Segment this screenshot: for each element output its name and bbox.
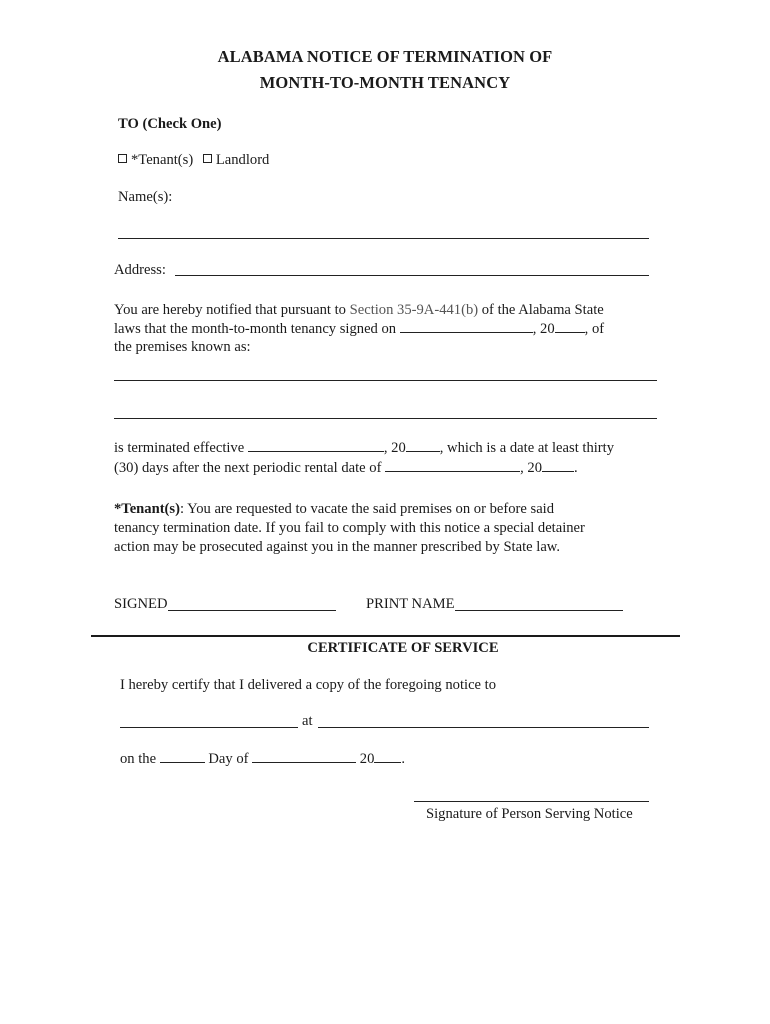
rental-year-field[interactable] [542,458,574,472]
premises-field-1[interactable] [114,380,657,381]
notice-text-end: of the Alabama State [478,302,604,318]
termination-year-prefix: , 20 [383,440,406,456]
rental-date-line [114,458,578,477]
print-name-field[interactable] [455,610,623,611]
title-line-1: ALABAMA NOTICE OF TERMINATION OF [217,47,553,66]
rental-date-label: (30) days after the next periodic rental date of [114,460,386,476]
title-line-2: MONTH-TO-MONTH TENANCY [259,73,511,92]
day-of-label: Day of [204,751,253,767]
tenant-notice-label: *Tenant(s) [114,501,180,517]
terminated-effective-label: is terminated effective [114,440,248,456]
tenancy-signed-label: laws that the month-to-month tenancy signed on [114,321,400,337]
notice-line-2 [114,319,604,338]
rental-year-prefix: , 20 [520,460,542,476]
service-day-field[interactable] [160,749,205,763]
server-signature-field[interactable] [414,801,649,802]
to-heading: TO (Check One) [118,116,222,132]
landlord-checkbox[interactable] [203,154,212,163]
served-person-field[interactable] [120,727,298,728]
address-field[interactable] [175,275,649,276]
premises-field-2[interactable] [114,418,657,419]
service-month-field[interactable] [252,749,356,763]
tenancy-of-label: , of [584,321,605,337]
signed-label: SIGNED [114,596,168,612]
at-label: at [302,713,313,729]
service-year-prefix: 20 [356,751,375,767]
served-location-field[interactable] [318,727,649,728]
tenant-notice-line-2: tenancy termination date. If you fail to comply with this notice a special detainer [114,520,585,536]
termination-year-field[interactable] [406,438,440,452]
server-signature-caption: Signature of Person Serving Notice [426,806,633,822]
service-year-end: . [401,751,406,767]
names-field[interactable] [118,238,649,239]
tenant-option-label: *Tenant(s) [131,152,194,168]
termination-line [114,438,614,457]
print-name-label: PRINT NAME [366,596,455,612]
signed-field[interactable] [168,610,336,611]
termination-thirty-text: , which is a date at least thirty [439,440,615,456]
on-the-label: on the [120,751,160,767]
certify-text: I hereby certify that I delivered a copy of the foregoing notice to [120,677,497,693]
rental-end: . [573,460,578,476]
section-divider [91,635,680,637]
premises-label: the premises known as: [114,339,251,355]
tenant-checkbox[interactable] [118,154,127,163]
certificate-heading: CERTIFICATE OF SERVICE [307,640,499,656]
tenancy-year-field[interactable] [555,319,585,333]
tenancy-year-prefix: , 20 [532,321,555,337]
notice-line-1 [114,301,604,319]
termination-date-field[interactable] [248,438,384,452]
service-year-field[interactable] [374,749,401,763]
service-date-line [120,749,405,768]
tenant-notice-line-1 [114,500,554,518]
names-label: Name(s): [118,189,173,205]
rental-date-field[interactable] [385,458,520,472]
recipient-options [118,151,269,169]
tenant-notice-text: : You are requested to vacate the said premises on or before said [179,501,555,517]
landlord-option-label: Landlord [215,152,270,168]
tenancy-signed-date-field[interactable] [400,319,533,333]
statute-link[interactable]: Section 35-9A-441(b) [349,302,479,318]
notice-text-start: You are hereby notified that pursuant to [114,302,350,318]
tenant-notice-line-3: action may be prosecuted against you in the manner prescribed by State law. [114,539,561,555]
address-label: Address: [114,262,166,278]
